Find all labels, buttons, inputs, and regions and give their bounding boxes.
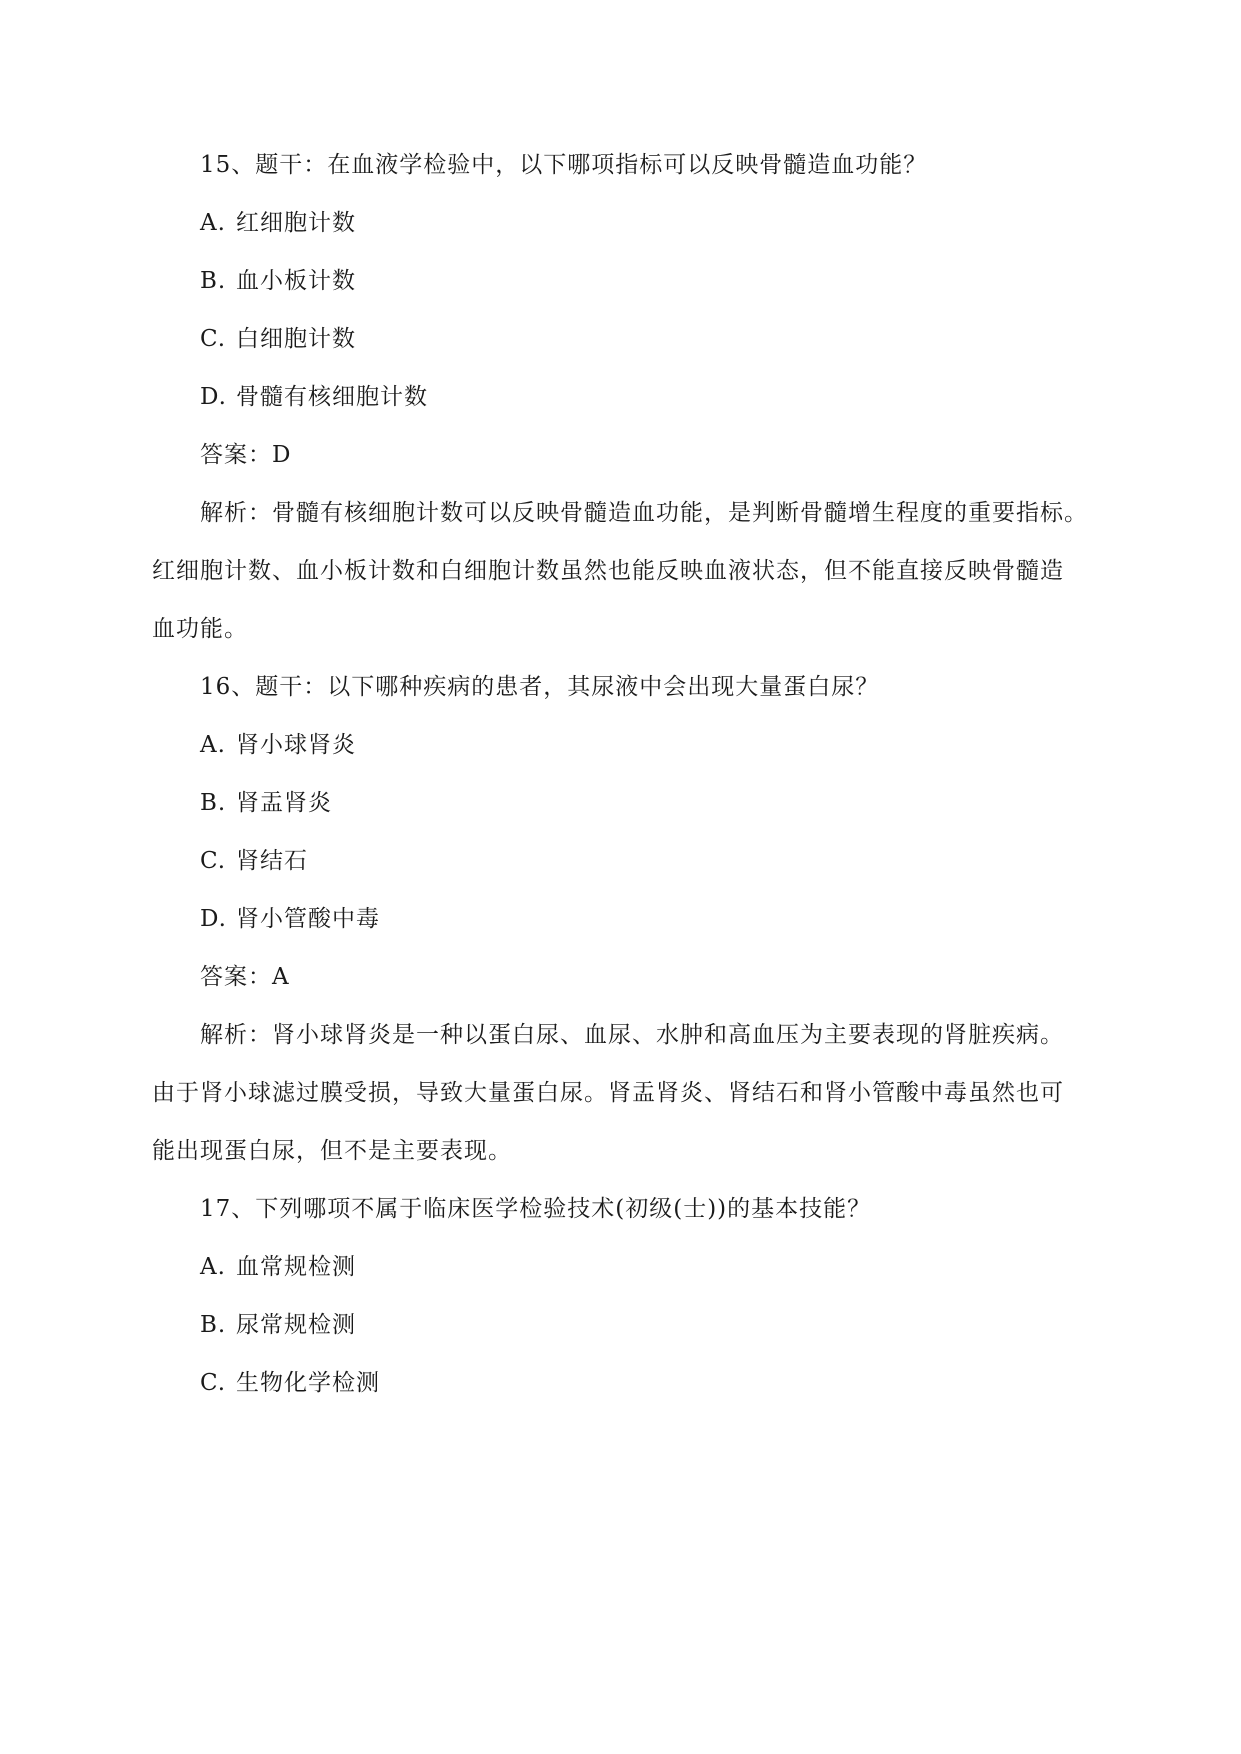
option-text: 血常规检测 (236, 1254, 356, 1280)
option-text: 肾盂肾炎 (236, 790, 332, 816)
option-a (200, 1252, 356, 1282)
option-text: 白细胞计数 (236, 326, 356, 352)
option-letter: C. (200, 1370, 227, 1396)
option-a (200, 730, 356, 760)
option-text: 尿常规检测 (236, 1312, 356, 1338)
option-b (200, 788, 332, 818)
answer: 答案：A (200, 964, 290, 990)
option-letter: D. (200, 906, 227, 932)
explanation-line: 能出现蛋白尿，但不是主要表现。 (152, 1138, 512, 1164)
explanation-line: 由于肾小球滤过膜受损，导致大量蛋白尿。肾盂肾炎、肾结石和肾小管酸中毒虽然也可 (152, 1080, 1064, 1106)
question-stem: 17、下列哪项不属于临床医学检验技术(初级(士))的基本技能？ (200, 1196, 872, 1222)
option-text: 血小板计数 (236, 268, 356, 294)
option-c (200, 324, 356, 354)
question-stem: 15、题干：在血液学检验中，以下哪项指标可以反映骨髓造血功能？ (200, 152, 928, 178)
question-stem: 16、题干：以下哪种疾病的患者，其尿液中会出现大量蛋白尿？ (200, 674, 880, 700)
option-letter: A. (200, 732, 226, 758)
option-letter: A. (200, 210, 226, 236)
explanation-line: 红细胞计数、血小板计数和白细胞计数虽然也能反映血液状态，但不能直接反映骨髓造 (152, 558, 1064, 584)
option-a (200, 208, 356, 238)
option-text: 骨髓有核细胞计数 (236, 384, 428, 410)
option-text: 肾小球肾炎 (236, 732, 356, 758)
option-text: 肾小管酸中毒 (236, 906, 380, 932)
answer: 答案：D (200, 442, 292, 468)
explanation-line: 解析：骨髓有核细胞计数可以反映骨髓造血功能，是判断骨髓增生程度的重要指标。 (200, 500, 1088, 526)
option-letter: C. (200, 326, 227, 352)
explanation-line: 血功能。 (152, 616, 248, 642)
option-letter: A. (200, 1254, 226, 1280)
option-text: 红细胞计数 (236, 210, 356, 236)
option-c (200, 846, 308, 876)
option-text: 生物化学检测 (236, 1370, 380, 1396)
option-letter: D. (200, 384, 227, 410)
option-b (200, 266, 356, 296)
option-text: 肾结石 (236, 848, 308, 874)
explanation-line: 解析：肾小球肾炎是一种以蛋白尿、血尿、水肿和高血压为主要表现的肾脏疾病。 (200, 1022, 1064, 1048)
option-letter: B. (200, 1312, 227, 1338)
option-letter: B. (200, 268, 227, 294)
option-letter: B. (200, 790, 227, 816)
option-d (200, 382, 428, 412)
option-d (200, 904, 380, 934)
option-b (200, 1310, 356, 1340)
option-c (200, 1368, 380, 1398)
option-letter: C. (200, 848, 227, 874)
